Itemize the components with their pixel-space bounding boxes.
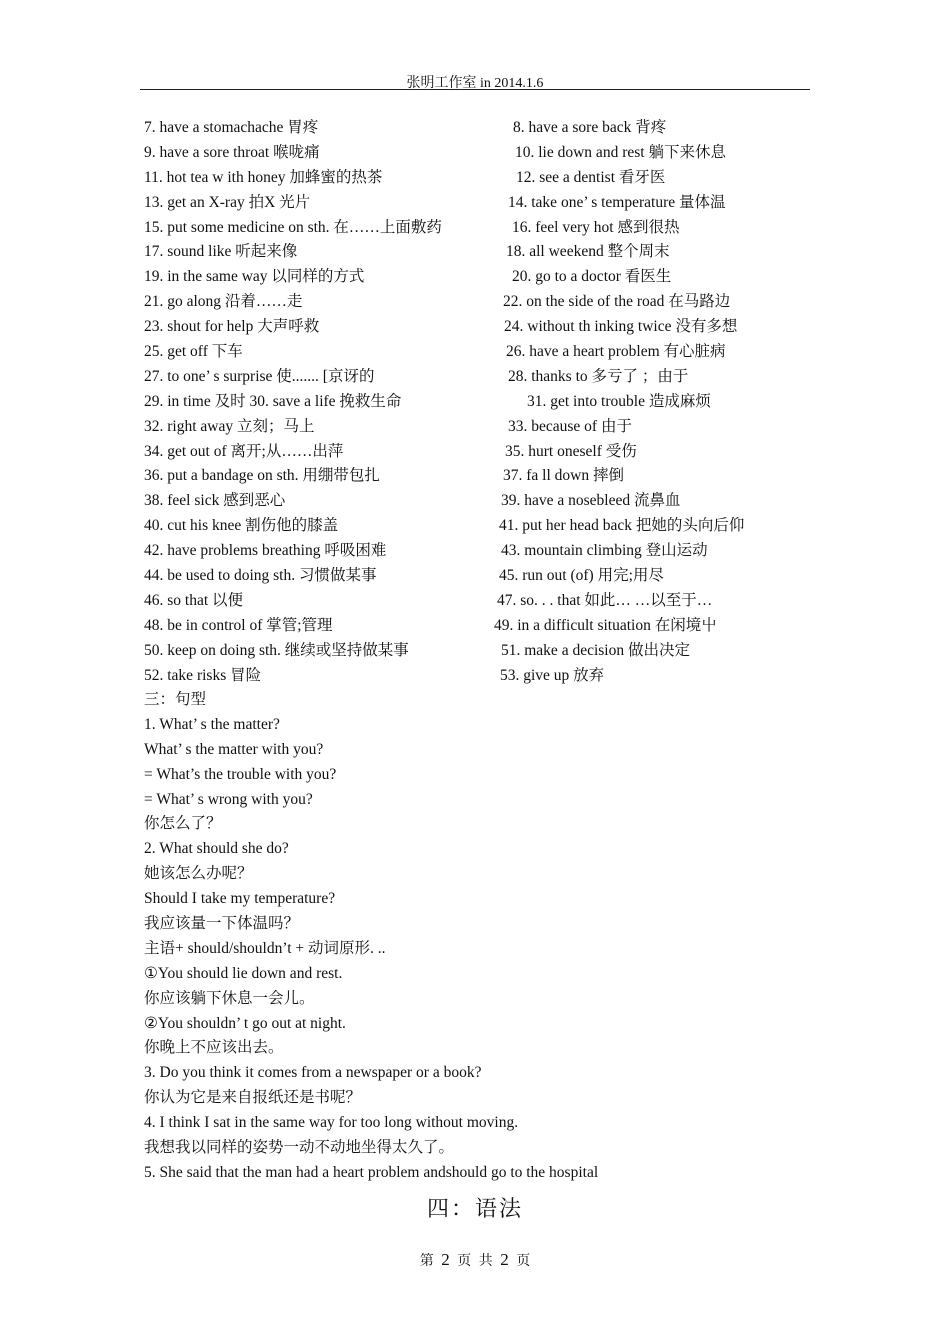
phrase-item: 29. in time 及时 30. save a life 挽救生命 bbox=[144, 392, 402, 410]
phrase-item: 21. go along 沿着……走 bbox=[144, 293, 303, 311]
phrase-item: 25. get off 下车 bbox=[144, 343, 243, 361]
phrase-item: 35. hurt oneself 受伤 bbox=[505, 442, 637, 460]
sentence-line: ②You shouldn’ t go out at night. bbox=[144, 1014, 346, 1032]
grammar-section-heading: 四：语法 bbox=[426, 1196, 523, 1221]
phrase-item: 13. get an X-ray 拍X 光片 bbox=[144, 193, 311, 211]
phrase-list-left bbox=[144, 116, 442, 688]
phrase-item: 52. take risks 冒险 bbox=[144, 666, 262, 684]
phrase-list-right bbox=[494, 116, 744, 688]
phrase-item: 26. have a heart problem 有心脏病 bbox=[506, 343, 726, 361]
phrase-item: 11. hot tea w ith honey 加蜂蜜的热茶 bbox=[144, 168, 383, 186]
sentence-line: 三：句型 bbox=[144, 691, 207, 708]
page-footer bbox=[0, 1250, 950, 1270]
phrase-item: 18. all weekend 整个周末 bbox=[506, 243, 670, 261]
phrase-item: 36. put a bandage on sth. 用绷带包扎 bbox=[144, 467, 380, 485]
sentence-patterns-section bbox=[144, 688, 598, 1186]
phrase-item: 39. have a nosebleed 流鼻血 bbox=[501, 492, 681, 510]
sentence-line: What’ s the matter with you? bbox=[144, 740, 324, 758]
phrase-item: 16. feel very hot 感到很热 bbox=[512, 218, 680, 236]
sentence-line: 我应该量一下体温吗？ bbox=[144, 915, 300, 933]
sentence-line: 主语+ should/shouldn’t + 动词原形. .. bbox=[144, 939, 386, 957]
footer-page-number: 2 bbox=[441, 1250, 450, 1269]
phrase-item: 49. in a difficult situation 在闲境屮 bbox=[494, 616, 717, 634]
sentence-line: 你晚上不应该出去。 bbox=[144, 1039, 284, 1057]
phrase-item: 32. right away 立刻；马上 bbox=[144, 417, 315, 435]
phrase-item: 23. shout for help 大声呼救 bbox=[144, 318, 320, 336]
phrase-item: 41. put her head back 把她的头向后仰 bbox=[499, 517, 745, 535]
phrase-item: 53. give up 放弃 bbox=[500, 666, 605, 684]
phrase-item: 50. keep on doing sth. 继续或坚持做某事 bbox=[144, 641, 409, 659]
footer-suffix: 页 bbox=[516, 1254, 531, 1269]
sentence-line: 5. She said that the man had a heart problem andshould go to the hospital bbox=[144, 1163, 599, 1181]
phrase-item: 15. put some medicine on sth. 在……上面敷药 bbox=[144, 218, 442, 236]
phrase-item: 43. mountain climbing 登山运动 bbox=[501, 542, 708, 560]
sentence-line: 你认为它是来自报纸还是书呢？ bbox=[144, 1089, 362, 1107]
phrase-item: 7. have a stomachache 胃疼 bbox=[144, 119, 319, 136]
footer-page-total: 2 bbox=[500, 1250, 509, 1269]
phrase-item: 47. so. . . that 如此… …以至于… bbox=[497, 591, 713, 609]
phrase-item: 34. get out of 离开;从……出萍 bbox=[144, 442, 344, 460]
sentence-line: ①You should lie down and rest. bbox=[144, 964, 343, 982]
sentence-line: = What’s the trouble with you? bbox=[144, 765, 337, 783]
header-rule bbox=[140, 89, 810, 90]
phrase-item: 9. have a sore throat 喉咙痛 bbox=[144, 143, 320, 161]
phrase-item: 27. to one’ s surprise 使....... [京讶的 bbox=[144, 367, 375, 385]
phrase-item: 22. on the side of the road 在马路边 bbox=[503, 293, 731, 311]
sentence-line: 3. Do you think it comes from a newspaper or a book? bbox=[144, 1064, 482, 1082]
sentence-line: 1. What’ s the matter? bbox=[144, 715, 280, 733]
sentence-line: 她该怎么办呢？ bbox=[144, 865, 253, 883]
phrase-item: 45. run out (of) 用完;用尽 bbox=[499, 567, 664, 585]
sentence-line: = What’ s wrong with you? bbox=[144, 790, 313, 808]
phrase-item: 38. feel sick 感到恶心 bbox=[144, 492, 286, 510]
phrase-item: 17. sound like 听起来像 bbox=[144, 243, 298, 261]
phrase-item: 24. without th inking twice 没有多想 bbox=[504, 318, 738, 336]
page-header: 张明工作室 in 2014.1.6 bbox=[406, 76, 544, 91]
footer-mid: 页 共 bbox=[457, 1254, 493, 1269]
phrase-item: 20. go to a doctor 看医生 bbox=[512, 268, 672, 286]
phrase-item: 33. because of 由于 bbox=[508, 417, 632, 435]
phrase-item: 44. be used to doing sth. 习惯做某事 bbox=[144, 567, 377, 585]
phrase-item: 31. get into trouble 造成麻烦 bbox=[527, 392, 711, 410]
phrase-item: 8. have a sore back 背疼 bbox=[513, 119, 667, 136]
phrase-item: 51. make a decision 做出决定 bbox=[501, 641, 690, 659]
sentence-line: 你应该躺下休息一会儿。 bbox=[144, 989, 315, 1007]
phrase-item: 42. have problems breathing 呼吸困难 bbox=[144, 542, 387, 560]
phrase-item: 12. see a dentist 看牙医 bbox=[516, 168, 666, 186]
phrase-item: 28. thanks to 多亏了 ；由于 bbox=[508, 367, 689, 385]
phrase-item: 19. in the same way 以同样的方式 bbox=[144, 268, 365, 286]
footer-prefix: 第 bbox=[419, 1254, 434, 1269]
sentence-line: 你怎么了？ bbox=[144, 815, 222, 833]
sentence-line: 4. I think I sat in the same way for too long without moving. bbox=[144, 1114, 519, 1132]
phrase-item: 14. take one’ s temperature 量体温 bbox=[508, 193, 726, 211]
phrase-item: 10. lie down and rest 躺下来休息 bbox=[515, 143, 726, 161]
phrase-item: 48. be in control of 掌管;管理 bbox=[144, 616, 333, 634]
sentence-line: 我想我以同样的姿势一动不动地坐得太久了。 bbox=[144, 1139, 455, 1157]
sentence-line: Should I take my temperature? bbox=[144, 890, 336, 908]
sentence-line: 2. What should she do? bbox=[144, 840, 289, 858]
phrase-item: 37. fa ll down 摔倒 bbox=[503, 467, 624, 485]
phrase-item: 40. cut his knee 割伤他的膝盖 bbox=[144, 517, 339, 535]
phrase-item: 46. so that 以便 bbox=[144, 591, 244, 609]
